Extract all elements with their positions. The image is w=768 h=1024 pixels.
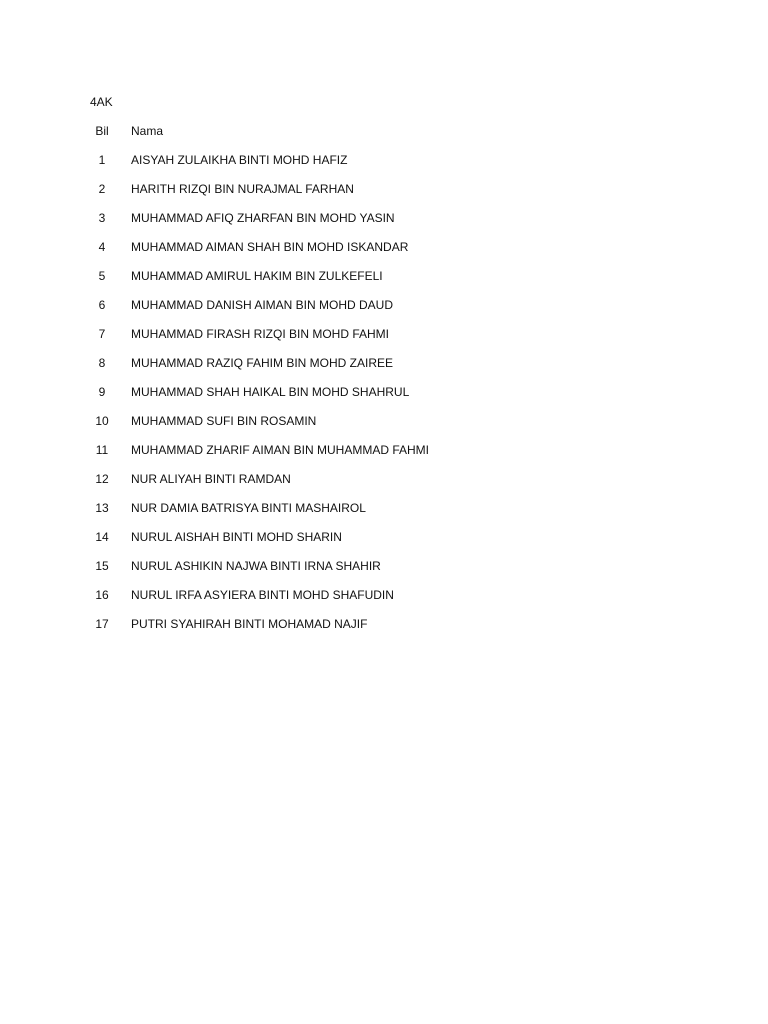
row-number: 6 (98, 298, 106, 312)
student-name: NURUL IRFA ASYIERA BINTI MOHD SHAFUDIN (131, 588, 394, 602)
row-number: 4 (98, 240, 106, 254)
list-item (90, 501, 429, 530)
student-name: HARITH RIZQI BIN NURAJMAL FARHAN (131, 182, 354, 196)
row-number: 13 (95, 501, 109, 515)
student-name: PUTRI SYAHIRAH BINTI MOHAMAD NAJIF (131, 617, 368, 631)
row-number: 12 (95, 472, 109, 486)
student-name: MUHAMMAD AMIRUL HAKIM BIN ZULKEFELI (131, 269, 383, 283)
row-number: 14 (95, 530, 109, 544)
list-item (90, 356, 429, 385)
list-item (90, 298, 429, 327)
list-item (90, 211, 429, 240)
list-item (90, 530, 429, 559)
row-number: 1 (98, 153, 106, 167)
list-item (90, 443, 429, 472)
student-name: NUR ALIYAH BINTI RAMDAN (131, 472, 291, 486)
list-item (90, 559, 429, 588)
row-number: 11 (95, 443, 109, 457)
student-name: AISYAH ZULAIKHA BINTI MOHD HAFIZ (131, 153, 348, 167)
list-item (90, 385, 429, 414)
row-number: 16 (95, 588, 109, 602)
row-number: 15 (95, 559, 109, 573)
header-bil: Bil (95, 124, 109, 138)
student-name: MUHAMMAD ZHARIF AIMAN BIN MUHAMMAD FAHMI (131, 443, 430, 457)
list-item (90, 617, 429, 646)
student-name: MUHAMMAD SHAH HAIKAL BIN MOHD SHAHRUL (131, 385, 410, 399)
list-item (90, 269, 429, 298)
list-item (90, 472, 429, 501)
class-title: 4AK (90, 95, 113, 109)
student-name: MUHAMMAD AFIQ ZHARFAN BIN MOHD YASIN (131, 211, 395, 225)
row-number: 3 (98, 211, 106, 225)
row-number: 10 (95, 414, 109, 428)
header-nama: Nama (131, 124, 164, 138)
student-name: NURUL AISHAH BINTI MOHD SHARIN (131, 530, 342, 544)
student-name: MUHAMMAD SUFI BIN ROSAMIN (131, 414, 317, 428)
row-number: 17 (95, 617, 109, 631)
student-name: NUR DAMIA BATRISYA BINTI MASHAIROL (131, 501, 366, 515)
row-number: 2 (98, 182, 106, 196)
row-number: 5 (98, 269, 106, 283)
student-name: MUHAMMAD AIMAN SHAH BIN MOHD ISKANDAR (131, 240, 409, 254)
list-item (90, 153, 429, 182)
student-name: MUHAMMAD FIRASH RIZQI BIN MOHD FAHMI (131, 327, 389, 341)
student-name: NURUL ASHIKIN NAJWA BINTI IRNA SHAHIR (131, 559, 381, 573)
student-name: MUHAMMAD RAZIQ FAHIM BIN MOHD ZAIREE (131, 356, 394, 370)
list-header-row (90, 124, 429, 153)
list-item (90, 588, 429, 617)
row-number: 7 (98, 327, 106, 341)
student-name: MUHAMMAD DANISH AIMAN BIN MOHD DAUD (131, 298, 394, 312)
row-number: 8 (98, 356, 106, 370)
student-list (90, 124, 429, 646)
list-item (90, 182, 429, 211)
list-item (90, 327, 429, 356)
list-item (90, 240, 429, 269)
list-item (90, 414, 429, 443)
row-number: 9 (98, 385, 106, 399)
